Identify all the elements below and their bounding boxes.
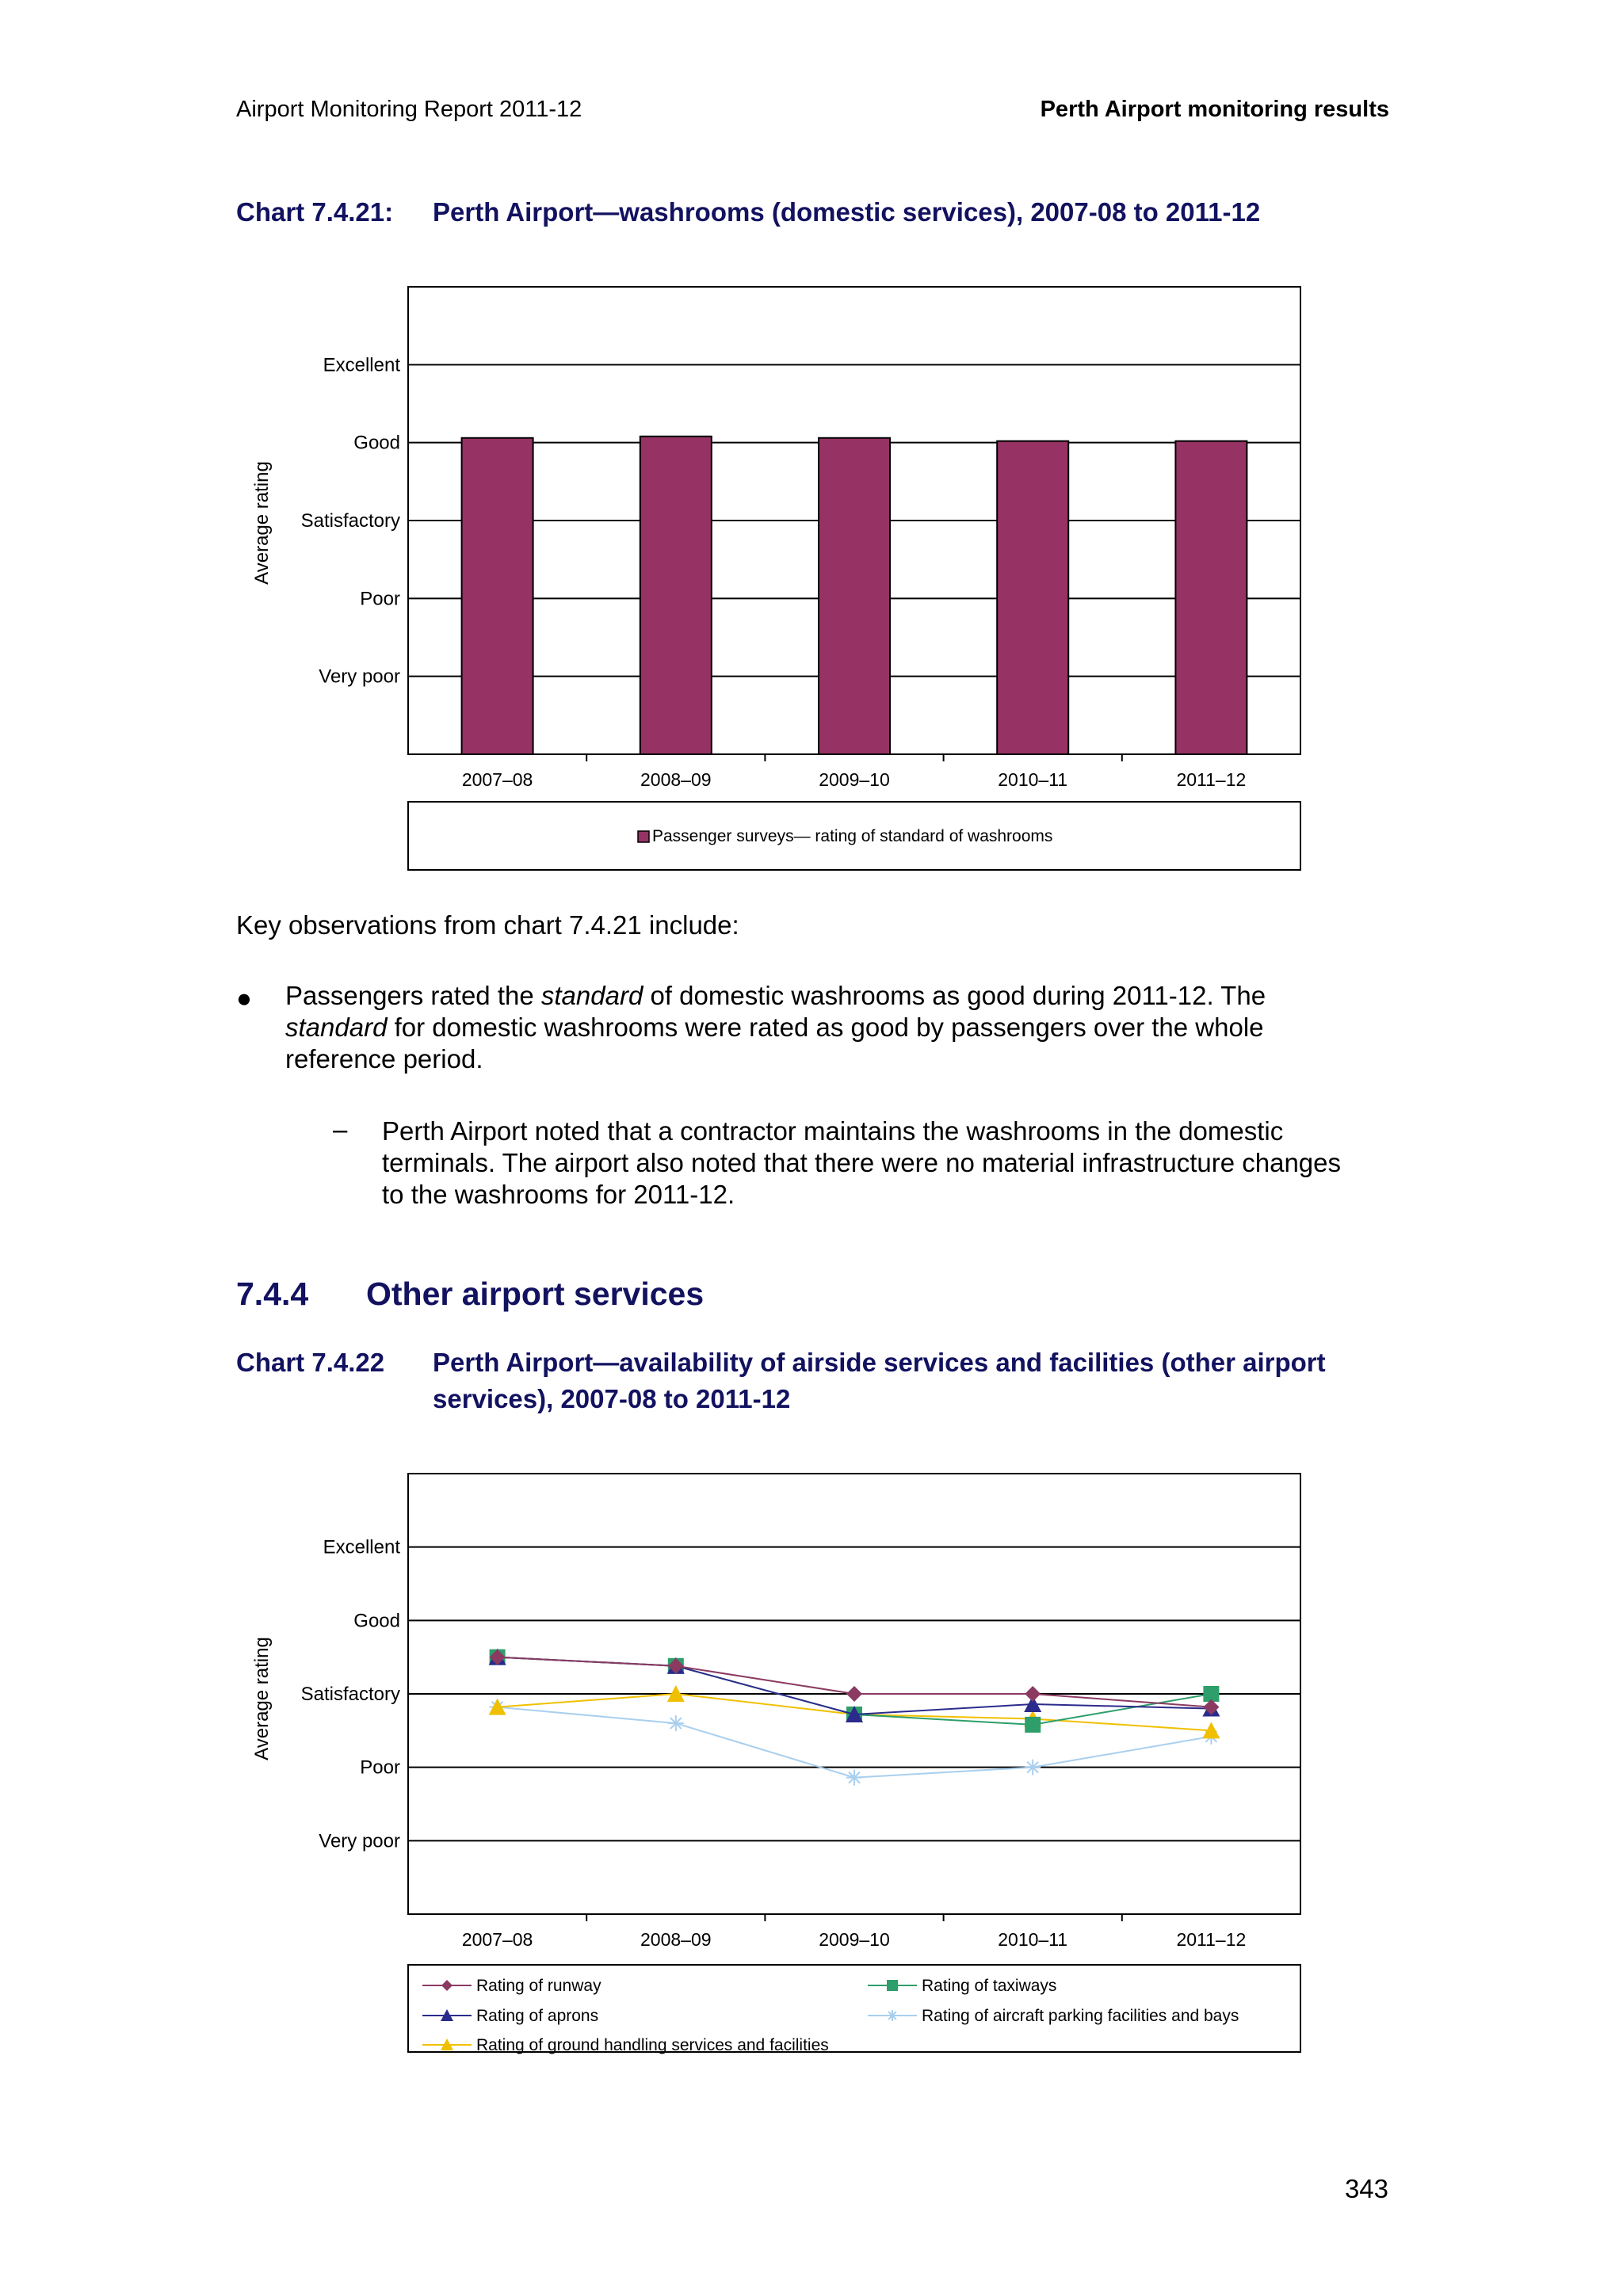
y-axis-title: Average rating (251, 1637, 273, 1760)
dash-icon: – (333, 1115, 348, 1144)
x-tick-label: 2008–09 (640, 1929, 712, 1950)
chart-2-title (433, 1344, 1415, 1417)
legend-label: Rating of aircraft parking facilities and bays (922, 2007, 1239, 2025)
y-tick-label: Satisfactory (300, 1684, 400, 1705)
text: reference period. (285, 1044, 483, 1074)
y-tick-label: Excellent (323, 1536, 400, 1558)
legend-label: Rating of ground handling services and facilities (476, 2036, 829, 2054)
text: to the washrooms for 2011-12. (382, 1180, 735, 1209)
x-tick-label: 2009–10 (819, 769, 890, 790)
x-tick-label: 2007–08 (461, 769, 533, 790)
bar (640, 437, 712, 754)
bullet-icon: ● (236, 983, 252, 1013)
x-tick-label: 2009–10 (819, 1929, 890, 1950)
title-line: services), 2007-08 to 2011-12 (433, 1384, 791, 1413)
data-point (1025, 1717, 1041, 1733)
chart-2-number: Chart 7.4.22 (236, 1348, 385, 1377)
text: Perth Airport noted that a contractor maintains the washrooms in the domestic (382, 1116, 1284, 1146)
y-tick-label: Very poor (319, 666, 400, 688)
section-heading: Other airport services (366, 1276, 705, 1312)
data-point (887, 2010, 898, 2021)
y-tick-label: Poor (360, 1756, 400, 1779)
text: for domestic washrooms were rated as good by passengers over the whole (387, 1013, 1264, 1042)
text: of domestic washrooms as good during 2011-12. The (643, 981, 1266, 1010)
x-tick-label: 2008–09 (640, 769, 712, 790)
y-tick-label: Good (353, 1610, 400, 1632)
bar (819, 438, 890, 754)
data-point (887, 1980, 898, 1991)
title-line: Perth Airport—availability of airside services and facilities (other airport (433, 1348, 1326, 1377)
legend-label: Rating of runway (476, 1977, 601, 1995)
dash-paragraph (382, 1116, 1412, 1211)
emphasis: standard (540, 981, 643, 1010)
x-tick-label: 2007–08 (461, 1929, 533, 1950)
y-tick-label: Very poor (319, 1830, 400, 1852)
bar (997, 441, 1068, 754)
section-title: Perth Airport monitoring results (1040, 97, 1389, 122)
x-tick-label: 2011–12 (1176, 769, 1247, 790)
bar (1175, 441, 1247, 754)
chart-washrooms (238, 277, 1316, 879)
x-tick-label: 2011–12 (1176, 1929, 1247, 1950)
x-tick-label: 2010–11 (998, 1929, 1068, 1950)
chart-1-number: Chart 7.4.21: (236, 197, 394, 227)
x-tick-label: 2010–11 (998, 769, 1068, 790)
bar (462, 438, 533, 754)
legend-label: Passenger surveys— rating of standard of washrooms (652, 827, 1053, 845)
observations-intro: Key observations from chart 7.4.21 include: (236, 910, 739, 940)
y-tick-label: Excellent (323, 354, 400, 376)
text: Passengers rated the (285, 981, 541, 1010)
bullet-paragraph (285, 980, 1419, 1075)
chart-airside-services (238, 1464, 1316, 2058)
legend-swatch (638, 831, 649, 842)
report-title: Airport Monitoring Report 2011-12 (236, 97, 582, 122)
y-tick-label: Satisfactory (300, 510, 400, 532)
y-tick-label: Poor (360, 588, 400, 610)
legend-label: Rating of aprons (476, 2007, 599, 2025)
section-number: 7.4.4 (236, 1276, 309, 1312)
text: terminals. The airport also noted that there were no material infrastructure changes (382, 1148, 1342, 1177)
y-axis-title: Average rating (251, 461, 273, 585)
chart-1-title: Perth Airport—washrooms (domestic services), 2007-08 to 2011-12 (433, 197, 1261, 227)
page-number: 343 (1344, 2174, 1388, 2203)
y-tick-label: Good (353, 432, 400, 454)
legend-label: Rating of taxiways (922, 1977, 1057, 1995)
emphasis: standard (285, 1013, 388, 1042)
